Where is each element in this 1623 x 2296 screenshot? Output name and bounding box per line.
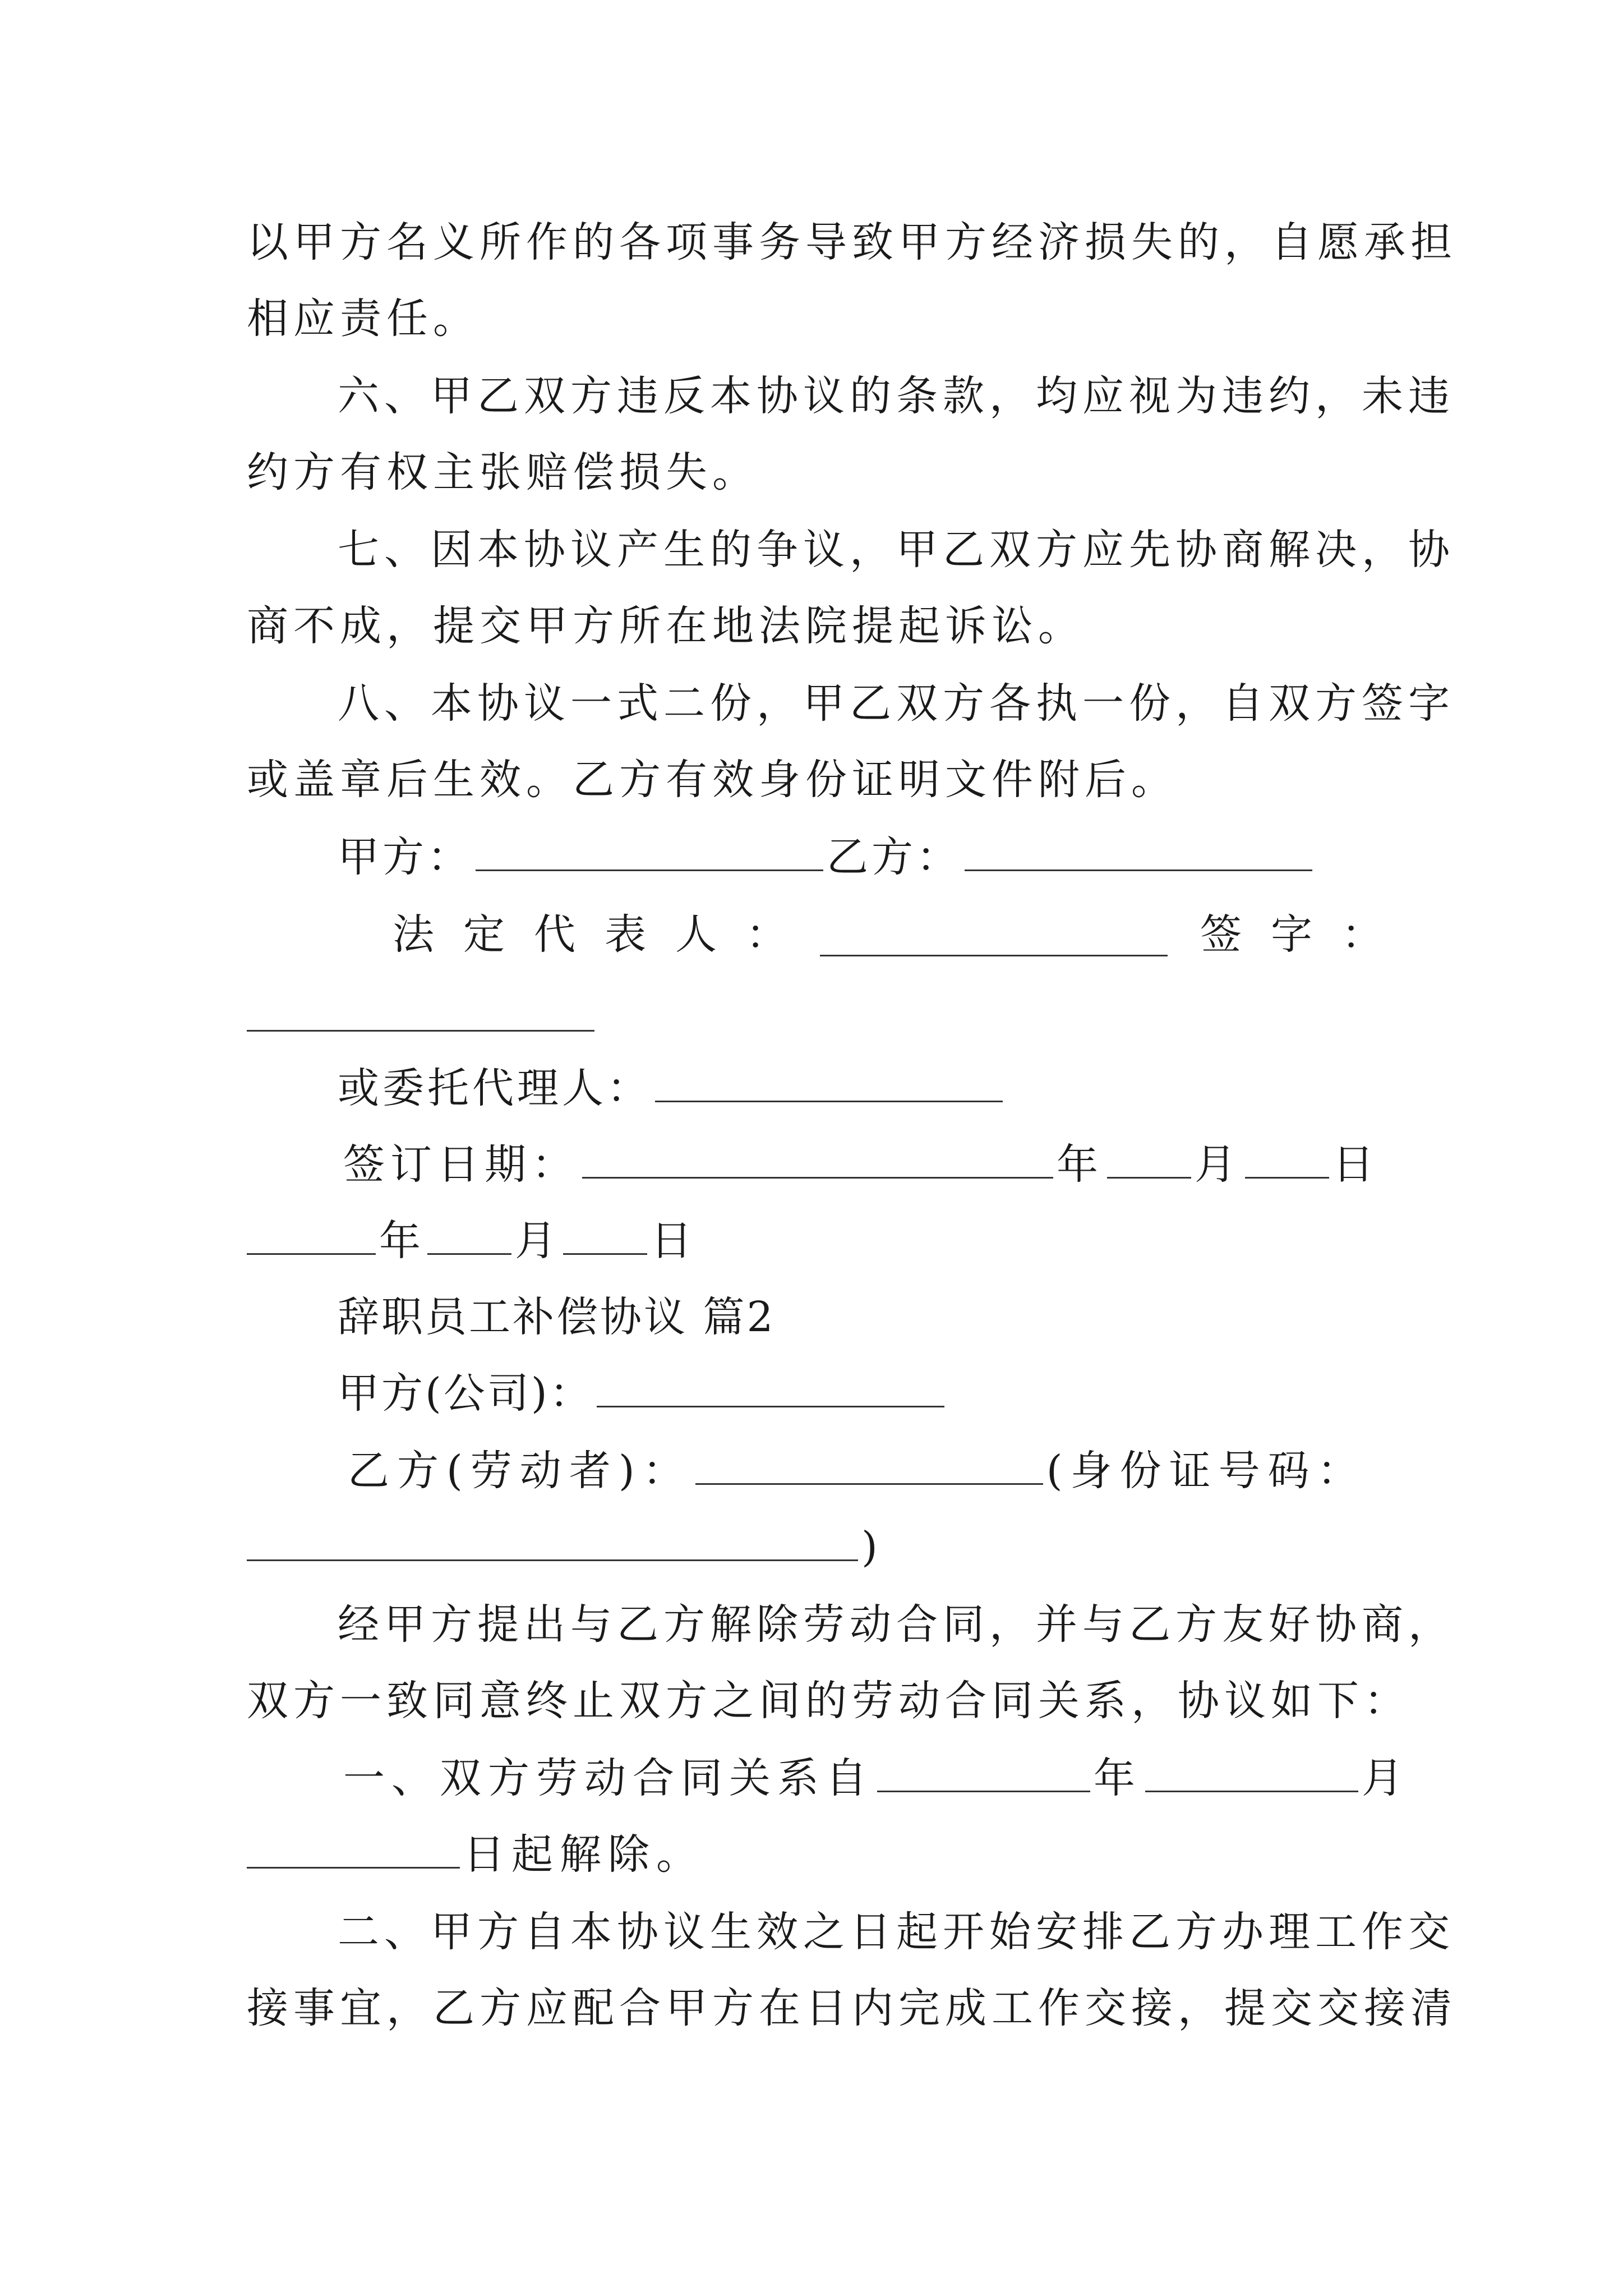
second-date-day-blank [563, 1214, 647, 1255]
section-title: 辞职员工补偿协议 篇2 [338, 1293, 776, 1341]
sign-blank [247, 1030, 594, 1032]
second-date-year-blank [247, 1214, 376, 1255]
party-b-worker-blank [695, 1444, 1043, 1485]
sign-row [1200, 907, 1412, 963]
agent-row [338, 1060, 1386, 1116]
clause-1-row [343, 1750, 1410, 1806]
party-a-company-label: 甲方(公司)： [338, 1369, 593, 1418]
clause-2-line: 二、甲方自本协议生效之日起开始安排乙方办理工作交 [338, 1908, 1455, 1956]
intro-line: 经甲方提出与乙方解除劳动合同，并与乙方友好协商， [338, 1600, 1455, 1649]
sign-date-label: 签订日期： [343, 1140, 579, 1189]
party-b-worker-label: 乙方(劳动者)： [348, 1447, 692, 1495]
agent-blank [655, 1061, 1003, 1102]
clause-1-row-2 [247, 1826, 1385, 1883]
legal-rep-label: 法定代表人： [393, 910, 817, 959]
party-a-blank [476, 830, 823, 871]
agent-label: 或委托代理人： [338, 1064, 652, 1112]
clause-1-end-text: 日起解除。 [463, 1830, 704, 1879]
second-date-month-blank [427, 1214, 511, 1255]
sign-date-year-blank [582, 1138, 1053, 1179]
clause-7-line: 七、因本协议产生的争议，甲乙双方应先协商解决，协 [338, 526, 1455, 574]
paragraph-line: 以甲方名义所作的各项事务导致甲方经济损失的，自愿承担 [247, 218, 1457, 266]
clause-6-line: 约方有权主张赔偿损失。 [247, 448, 759, 496]
year-label: 年 [379, 1217, 424, 1265]
party-a-company-row [338, 1365, 1386, 1421]
clause-1-month-label: 月 [1362, 1754, 1410, 1802]
clause-7-line: 商不成，提交甲方所在地法院提起诉讼。 [247, 602, 1085, 650]
clause-6-line: 六、甲乙双方违反本协议的条款，均应视为违约，未违 [338, 372, 1455, 420]
sign-label: 签字： [1200, 910, 1412, 959]
sign-date-day-blank [1245, 1138, 1329, 1179]
party-b-label: 乙方： [827, 833, 961, 881]
close-paren: ) [861, 1523, 878, 1571]
party-b-worker-row [348, 1443, 1396, 1499]
clause-1-day-blank [247, 1828, 460, 1869]
id-number-label: (身份证号码： [1046, 1447, 1367, 1495]
party-a-label: 甲方： [338, 833, 472, 881]
clause-8-line: 或盖章后生效。乙方有效身份证明文件附后。 [247, 756, 1178, 804]
clause-1-year-blank [877, 1751, 1090, 1792]
party-b-blank [965, 830, 1312, 871]
day-label: 日 [1332, 1140, 1380, 1189]
sign-date-month-blank [1107, 1138, 1191, 1179]
sign-date-row [343, 1137, 1392, 1193]
clause-2-line: 接事宜，乙方应配合甲方在日内完成工作交接，提交交接清 [247, 1984, 1457, 2032]
clause-8-line: 八、本协议一式二份，甲乙双方各执一份，自双方签字 [338, 679, 1455, 728]
month-label: 月 [1195, 1140, 1242, 1189]
intro-line: 双方一致同意终止双方之间的劳动合同关系，协议如下： [247, 1677, 1410, 1725]
year-label: 年 [1057, 1140, 1104, 1189]
paragraph-line: 相应责任。 [247, 295, 479, 343]
id-number-row [247, 1519, 1385, 1575]
month-label: 月 [515, 1217, 560, 1265]
clause-1-year-label: 年 [1094, 1754, 1142, 1802]
party-a-company-blank [597, 1366, 944, 1407]
party-signature-row [338, 829, 1386, 885]
day-label: 日 [651, 1217, 695, 1265]
legal-rep-blank [820, 955, 1168, 956]
clause-1-month-blank [1145, 1751, 1358, 1792]
second-date-row [247, 1213, 1385, 1269]
id-number-blank [247, 1520, 858, 1561]
clause-1-text: 一、双方劳动合同关系自 [343, 1754, 874, 1802]
